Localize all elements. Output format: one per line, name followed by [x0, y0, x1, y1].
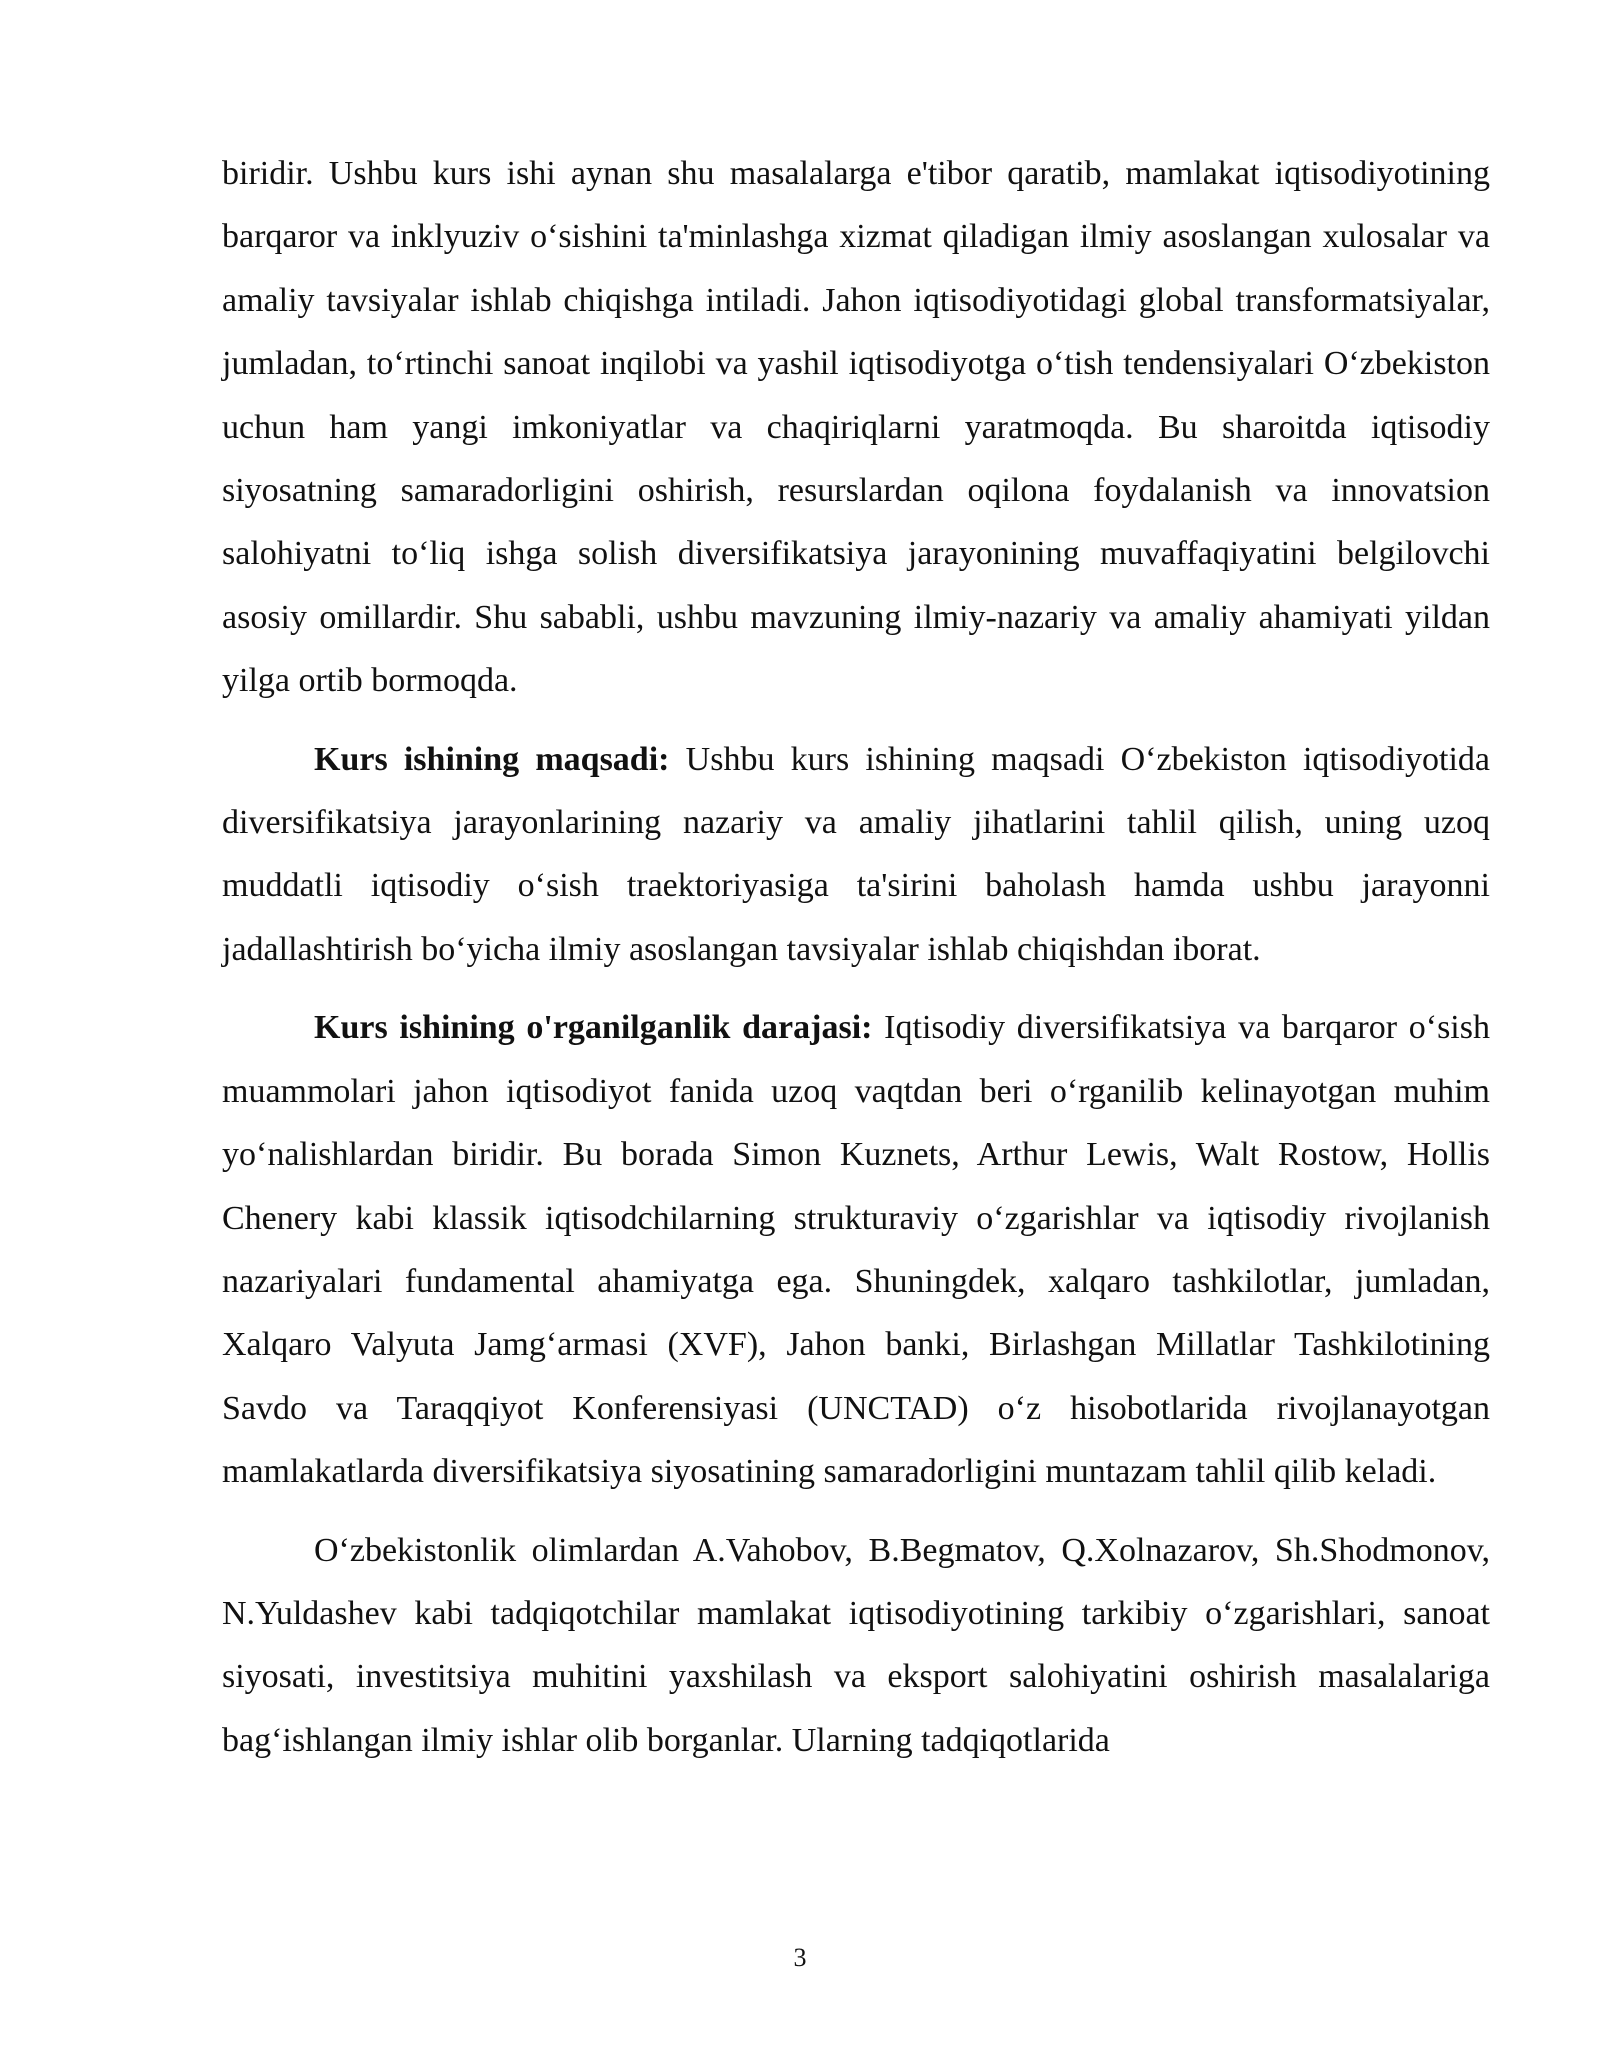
paragraph-text: Ushbu kurs ishining maqsadi Oʻzbekiston iqtisodiyotida diversifikatsiya jarayonlarining nazariy va amaliy jihatlarini tahlil qilish, uning uzoq muddatli iqtisodiy oʻsish traektoriyasiga ta'sirini baholash hamda ushbu jarayonni jadallashtirish boʻyicha ilmiy asoslangan tavsiyalar ishlab chiqishdan iborat.	[222, 740, 1490, 968]
paragraph-continuation	[222, 142, 1490, 713]
paragraph-heading: Kurs ishining maqsadi:	[314, 740, 670, 778]
paragraph-purpose	[222, 728, 1490, 982]
paragraph-heading: Kurs ishining o'rganilganlik darajasi:	[314, 1009, 873, 1047]
paragraph-text: Oʻzbekistonlik olimlardan A.Vahobov, B.Begmatov, Q.Xolnazarov, Sh.Shodmonov, N.Yuldashev kabi tadqiqotchilar mamlakat iqtisodiyotining tarkibiy oʻzgarishlari, sanoat siyosati, investitsiya muhitini yaxshilash va eksport salohiyatini oshirish masalalariga bagʻishlangan ilmiy ishlar olib borganlar. Ularning tadqiqotlarida	[222, 1531, 1490, 1759]
paragraph-local-scholars	[222, 1519, 1490, 1773]
paragraph-text: Iqtisodiy diversifikatsiya va barqaror oʻsish muammolari jahon iqtisodiyot fanida uzoq vaqtdan beri oʻrganilib kelinayotgan muhim yoʻnalishlardan biridir. Bu borada Simon Kuznets, Arthur Lewis, Walt Rostow, Hollis Chenery kabi klassik iqtisodchilarning strukturaviy oʻzgarishlar va iqtisodiy rivojlanish nazariyalari fundamental ahamiyatga ega. Shuningdek, xalqaro tashkilotlar, jumladan, Xalqaro Valyuta Jamgʻarmasi (XVF), Jahon banki, Birlashgan Millatlar Tashkilotining Savdo va Taraqqiyot Konferensiyasi (UNCTAD) oʻz hisobotlarida rivojlanayotgan mamlakatlarda diversifikatsiya siyosatining samaradorligini muntazam tahlil qilib keladi.	[222, 1009, 1490, 1491]
paragraph-text: biridir. Ushbu kurs ishi aynan shu masalalarga e'tibor qaratib, mamlakat iqtisodiyotining barqaror va inklyuziv oʻsishini ta'minlashga xizmat qiladigan ilmiy asoslangan xulosalar va amaliy tavsiyalar ishlab chiqishga intiladi. Jahon iqtisodiyotidagi global transformatsiyalar, jumladan, toʻrtinchi sanoat inqilobi va yashil iqtisodiyotga oʻtish tendensiyalari Oʻzbekiston uchun ham yangi imkoniyatlar va chaqiriqlarni yaratmoqda. Bu sharoitda iqtisodiy siyosatning samaradorligini oshirish, resurslardan oqilona foydalanish va innovatsion salohiyatni toʻliq ishga solish diversifikatsiya jarayonining muvaffaqiyatini belgilovchi asosiy omillardir. Shu sababli, ushbu mavzuning ilmiy-nazariy va amaliy ahamiyati yildan yilga ortib bormoqda.	[222, 155, 1490, 700]
page-body	[222, 142, 1490, 1772]
paragraph-study-level	[222, 996, 1490, 1503]
page-number: 3	[793, 1943, 807, 1972]
